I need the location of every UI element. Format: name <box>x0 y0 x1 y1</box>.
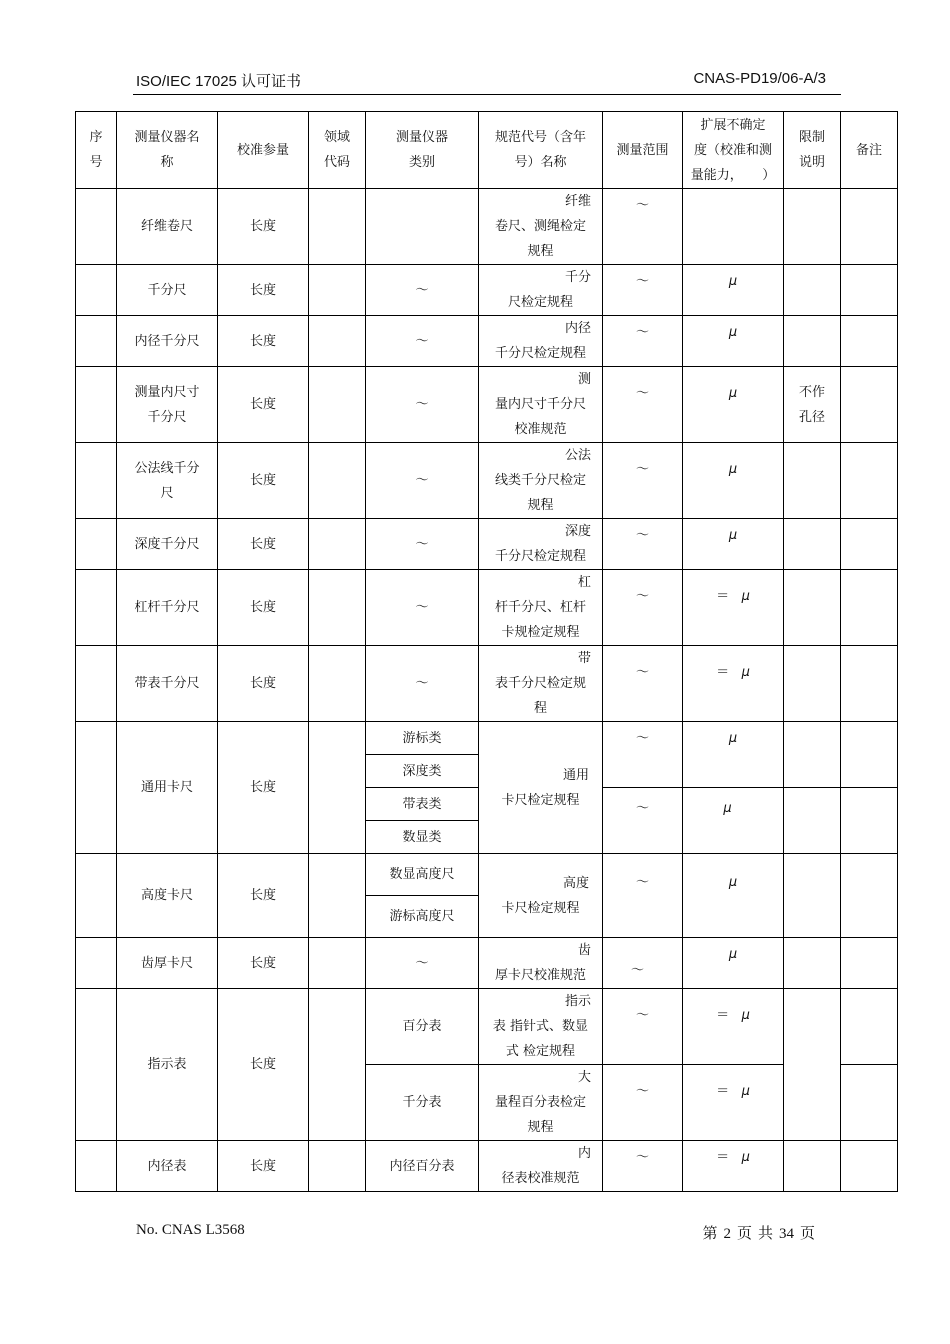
category: ～ <box>366 570 479 646</box>
spec-name: 带 表千分尺检定规 程 <box>479 646 603 722</box>
table-row <box>76 443 898 519</box>
category: 内径百分表 <box>366 1141 479 1192</box>
col-header: 校准参量 <box>218 112 309 189</box>
instrument-name: 内径千分尺 <box>117 316 218 367</box>
col-header: 序 号 <box>76 112 117 189</box>
table-row <box>76 367 898 443</box>
uncertainty: ＝ μ <box>683 570 784 646</box>
range: ～ <box>603 189 683 265</box>
spec-name: 测 量内尺寸千分尺 校准规范 <box>479 367 603 443</box>
category: 深度类 <box>366 755 479 788</box>
spec-name: 千分 尺检定规程 <box>479 265 603 316</box>
table-row <box>76 265 898 316</box>
table-row <box>76 938 898 989</box>
parameter: 长度 <box>218 989 309 1141</box>
uncertainty: μ <box>683 443 784 519</box>
spec-name: 高度 卡尺检定规程 <box>479 854 603 938</box>
col-header: 备注 <box>841 112 898 189</box>
category: ～ <box>366 519 479 570</box>
category: ～ <box>366 646 479 722</box>
parameter: 长度 <box>218 1141 309 1192</box>
uncertainty: μ <box>683 316 784 367</box>
instrument-name: 纤维卷尺 <box>117 189 218 265</box>
range: ～ <box>603 443 683 519</box>
table-row <box>76 989 898 1065</box>
parameter: 长度 <box>218 189 309 265</box>
table-row <box>76 570 898 646</box>
spec-name: 公法 线类千分尺检定 规程 <box>479 443 603 519</box>
table-row <box>76 646 898 722</box>
instrument-name: 带表千分尺 <box>117 646 218 722</box>
instrument-name: 公法线千分 尺 <box>117 443 218 519</box>
category: 数显类 <box>366 821 479 854</box>
accreditation-table <box>75 111 898 1192</box>
parameter: 长度 <box>218 519 309 570</box>
range: ～ <box>603 367 683 443</box>
parameter: 长度 <box>218 938 309 989</box>
col-header: 领域 代码 <box>309 112 366 189</box>
spec-name: 内 径表校准规范 <box>479 1141 603 1192</box>
range: ～ <box>603 265 683 316</box>
instrument-name: 测量内尺寸 千分尺 <box>117 367 218 443</box>
category: ～ <box>366 938 479 989</box>
table-row <box>76 722 898 755</box>
uncertainty: μ <box>683 265 784 316</box>
instrument-name: 指示表 <box>117 989 218 1141</box>
instrument-name: 齿厚卡尺 <box>117 938 218 989</box>
uncertainty: μ <box>683 367 784 443</box>
spec-name: 深度 千分尺检定规程 <box>479 519 603 570</box>
parameter: 长度 <box>218 443 309 519</box>
range: ～ <box>603 788 683 854</box>
parameter: 长度 <box>218 316 309 367</box>
parameter: 长度 <box>218 722 309 854</box>
certificate-number: No. CNAS L3568 <box>136 1222 245 1238</box>
category: 千分表 <box>366 1065 479 1141</box>
category: ～ <box>366 443 479 519</box>
uncertainty: ＝ μ <box>683 1141 784 1192</box>
spec-name: 杠 杆千分尺、杠杆 卡规检定规程 <box>479 570 603 646</box>
col-header: 限制 说明 <box>784 112 841 189</box>
header-left: ISO/IEC 17025 认可证书 <box>136 73 302 90</box>
table-row <box>76 854 898 896</box>
instrument-name: 杠杆千分尺 <box>117 570 218 646</box>
spec-name: 大 量程百分表检定 规程 <box>479 1065 603 1141</box>
table-row <box>76 1141 898 1192</box>
parameter: 长度 <box>218 570 309 646</box>
uncertainty: ＝ μ <box>683 646 784 722</box>
instrument-name: 深度千分尺 <box>117 519 218 570</box>
col-header: 扩展不确定 度（校准和测 量能力， ） <box>683 112 784 189</box>
category: 百分表 <box>366 989 479 1065</box>
instrument-name: 通用卡尺 <box>117 722 218 854</box>
range: ～ <box>603 570 683 646</box>
uncertainty: ＝ μ <box>683 1065 784 1141</box>
table-header-row <box>76 112 898 189</box>
table-row <box>76 316 898 367</box>
range: ～ <box>603 854 683 938</box>
range: ～ <box>603 1141 683 1192</box>
col-header: 规范代号（含年 号）名称 <box>479 112 603 189</box>
uncertainty: ＝ μ <box>683 989 784 1065</box>
range: ～ <box>603 519 683 570</box>
header-rule <box>133 94 841 95</box>
instrument-name: 高度卡尺 <box>117 854 218 938</box>
category: 带表类 <box>366 788 479 821</box>
spec-name: 指示 表 指针式、数显 式 检定规程 <box>479 989 603 1065</box>
page-number: 第 2 页 共 34 页 <box>702 1226 815 1242</box>
uncertainty: μ <box>683 519 784 570</box>
uncertainty: μ <box>683 788 784 854</box>
spec-name: 纤维 卷尺、测绳检定 规程 <box>479 189 603 265</box>
category: ～ <box>366 316 479 367</box>
header-right: CNAS-PD19/06-A/3 <box>693 70 826 87</box>
parameter: 长度 <box>218 367 309 443</box>
col-header: 测量范围 <box>603 112 683 189</box>
table-row <box>76 189 898 265</box>
table-row <box>76 519 898 570</box>
parameter: 长度 <box>218 265 309 316</box>
category: ～ <box>366 367 479 443</box>
category: ～ <box>366 265 479 316</box>
col-header: 测量仪器 类别 <box>366 112 479 189</box>
spec-name: 齿 厚卡尺校准规范 <box>479 938 603 989</box>
range: ～ <box>603 989 683 1065</box>
range: ～ <box>603 938 683 989</box>
category: 游标高度尺 <box>366 896 479 938</box>
range: ～ <box>603 722 683 788</box>
category: 数显高度尺 <box>366 854 479 896</box>
uncertainty: μ <box>683 938 784 989</box>
instrument-name: 千分尺 <box>117 265 218 316</box>
spec-name: 内径 千分尺检定规程 <box>479 316 603 367</box>
category: 游标类 <box>366 722 479 755</box>
uncertainty: μ <box>683 722 784 788</box>
instrument-name: 内径表 <box>117 1141 218 1192</box>
col-header: 测量仪器名 称 <box>117 112 218 189</box>
range: ～ <box>603 316 683 367</box>
limit-note: 不作 孔径 <box>784 367 841 443</box>
spec-name: 通用 卡尺检定规程 <box>479 722 603 854</box>
range: ～ <box>603 1065 683 1141</box>
parameter: 长度 <box>218 854 309 938</box>
uncertainty: μ <box>683 854 784 938</box>
parameter: 长度 <box>218 646 309 722</box>
range: ～ <box>603 646 683 722</box>
